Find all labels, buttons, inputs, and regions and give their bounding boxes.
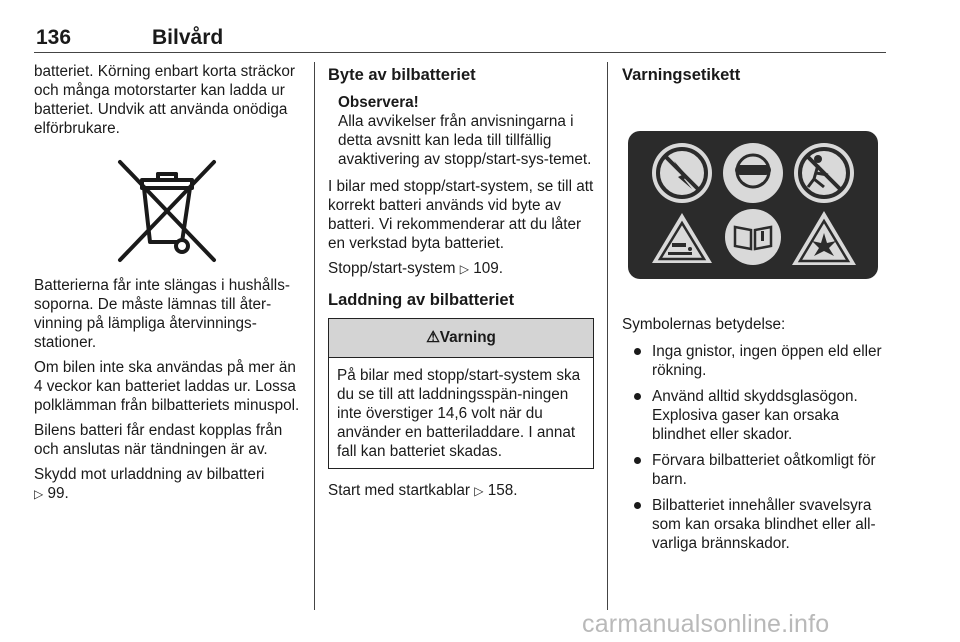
paragraph: batteriet. Körning enbart korta sträckor och många motorstarter kan ladda ur batteriet. Undvik att använda onödiga elförbrukare. <box>34 63 296 137</box>
symbol-meaning-list <box>622 342 888 553</box>
column-right <box>622 62 888 560</box>
list-item: Bilbatteriet innehåller svavelsyra som kan orsaka blindhet eller all-varliga brännskador. <box>622 496 888 553</box>
page-reference-icon: ▷ <box>34 487 44 501</box>
note-block <box>338 93 594 169</box>
paragraph: Batterierna får inte slängas i hushålls-soporna. De måste lämnas till åter-vinning på lämpliga återvinnings-stationer. <box>34 277 290 351</box>
crossed-out-wheelie-bin-icon <box>112 158 222 264</box>
paragraph: Om bilen inte ska användas på mer än 4 veckor kan batteriet laddas ur. Lossa polklämman från bilbatteriets minuspol. <box>34 359 300 414</box>
reference-text: Start med startkablar <box>328 482 470 499</box>
note-text: Alla avvikelser från anvisningarna i detta avsnitt kan leda till tillfällig avaktivering av stopp/start-sys-temet. <box>338 113 592 168</box>
section-title: Bilvård <box>152 26 224 49</box>
section-heading: Varningsetikett <box>622 66 741 84</box>
keep-away-from-children-icon <box>794 143 854 203</box>
warning-title: Varning <box>439 329 496 346</box>
column-left <box>34 62 300 510</box>
read-manual-icon <box>725 209 781 265</box>
page-header <box>34 26 886 53</box>
paragraph <box>328 481 594 501</box>
column-middle <box>328 62 594 507</box>
paragraph <box>328 259 594 279</box>
paragraph: I bilar med stopp/start-system, se till att korrekt batteri används vid byte av batteri. Vi rekommenderar att du låter en verkstad byta batteriet. <box>328 178 594 252</box>
warning-triangle-icon: ⚠ <box>426 329 440 346</box>
battery-warning-label <box>622 109 884 293</box>
page-reference[interactable]: 158. <box>487 482 518 499</box>
paragraph: Bilens batteri får endast kopplas från och anslutas när tändningen är av. <box>34 422 283 458</box>
page-reference[interactable]: 99. <box>47 485 69 502</box>
warning-box <box>328 318 594 469</box>
warning-header <box>329 319 593 358</box>
bullet-icon <box>634 348 641 355</box>
column-divider <box>314 62 315 610</box>
paragraph <box>34 465 300 504</box>
page-reference-icon: ▷ <box>459 262 469 276</box>
bullet-icon <box>634 457 641 464</box>
section-heading: Laddning av bilbatteriet <box>328 291 515 309</box>
reference-text: Stopp/start-system <box>328 260 456 277</box>
page-reference-icon: ▷ <box>474 484 484 498</box>
section-heading: Byte av bilbatteriet <box>328 66 476 84</box>
no-sparks-icon <box>652 143 712 203</box>
page-number: 136 <box>36 26 72 49</box>
list-item: Använd alltid skyddsglasögon. Explosiva gaser kan orsaka blindhet eller skador. <box>622 387 888 444</box>
watermark: carmanualsonline.info <box>582 610 830 638</box>
paragraph: Symbolernas betydelse: <box>622 316 786 333</box>
safety-goggles-icon <box>723 143 783 203</box>
list-item: Inga gnistor, ingen öppen eld eller rökning. <box>622 342 888 380</box>
bullet-icon <box>634 502 641 509</box>
bullet-icon <box>634 393 641 400</box>
page-reference[interactable]: 109. <box>473 260 504 277</box>
note-title: Observera! <box>338 94 419 111</box>
reference-text: Skydd mot urladdning av bilbatteri <box>34 466 265 483</box>
column-divider <box>607 62 608 610</box>
list-item: Förvara bilbatteriet oåtkomligt för barn. <box>622 451 888 489</box>
warning-text: På bilar med stopp/start-system ska du se till att laddningsspän-ningen inte överstiger 14,6 volt när du använder en batteriladdare. I annat fall kan batteriet skadas. <box>337 367 581 460</box>
